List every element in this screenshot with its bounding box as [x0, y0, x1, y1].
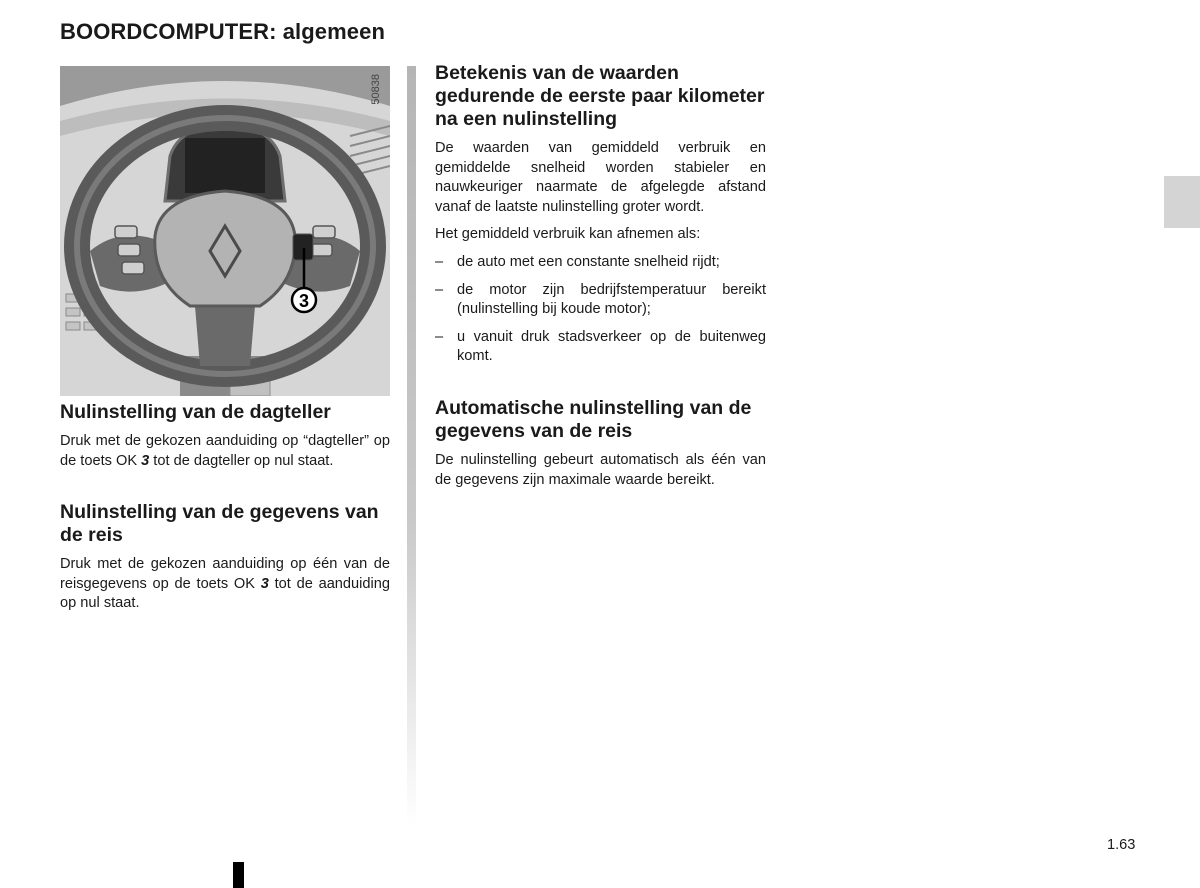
paragraph-values-stability: De waarden van gemiddeld verbruik en gemiddelde snelheid worden stabieler en nauwkeuriger naarmate de afgelegde afstand vanaf de laatste nulinstelling groter wordt.	[435, 140, 766, 215]
section-heading-values-meaning: Betekenis van de waarden gedurende de eerste paar kilometer na een nulinstelling	[435, 62, 765, 130]
middle-column	[435, 62, 766, 498]
section-body-reset-trip-data	[60, 555, 390, 614]
reference-number: 3	[141, 452, 150, 469]
paragraph-automatic-reset: De nulinstelling gebeurt automatisch als één van de gegevens zijn maximale waarde bereikt.	[435, 451, 766, 488]
section-heading-reset-trip-counter: Nulinstelling van de dagteller	[60, 401, 331, 423]
figure-code: 50838	[370, 74, 382, 105]
print-mark	[233, 862, 244, 888]
section-heading-reset-trip-data: Nulinstelling van de gegevens van de reis	[60, 501, 379, 547]
conditions-list	[435, 253, 766, 367]
callout-number: 3	[298, 291, 310, 311]
list-item: – u vanuit druk stadsverkeer op de buitenweg komt.	[435, 328, 766, 367]
section-body-reset-trip-counter	[60, 432, 390, 471]
body-text: tot de aanduiding op nul staat.	[60, 575, 390, 612]
reference-number: 3	[260, 575, 269, 592]
steering-wheel-drawing	[60, 66, 390, 396]
body-text: tot de dagteller op nul staat.	[149, 452, 334, 469]
page-title: BOORDCOMPUTER: algemeen	[60, 19, 386, 44]
list-item: – de motor zijn bedrijfstemperatuur bereikt (nulinstelling bij koude motor);	[435, 281, 766, 320]
body-text: Druk met de gekozen aanduiding op “dagteller” op de toets OK	[60, 433, 390, 469]
paragraph-consumption-decrease: Het gemiddeld verbruik kan afnemen als:	[435, 226, 701, 243]
left-column	[60, 401, 390, 622]
column-divider	[407, 66, 416, 826]
section-heading-automatic-reset: Automatische nulinstelling van de gegevens van de reis	[435, 396, 752, 442]
chapter-tab	[1164, 176, 1200, 228]
steering-wheel-illustration	[60, 66, 390, 396]
body-text: Druk met de gekozen aanduiding op één van de reisgegevens op de toets OK	[60, 556, 390, 592]
page-number: 1.63	[1107, 837, 1136, 853]
list-item: – de auto met een constante snelheid rijdt;	[435, 253, 766, 273]
